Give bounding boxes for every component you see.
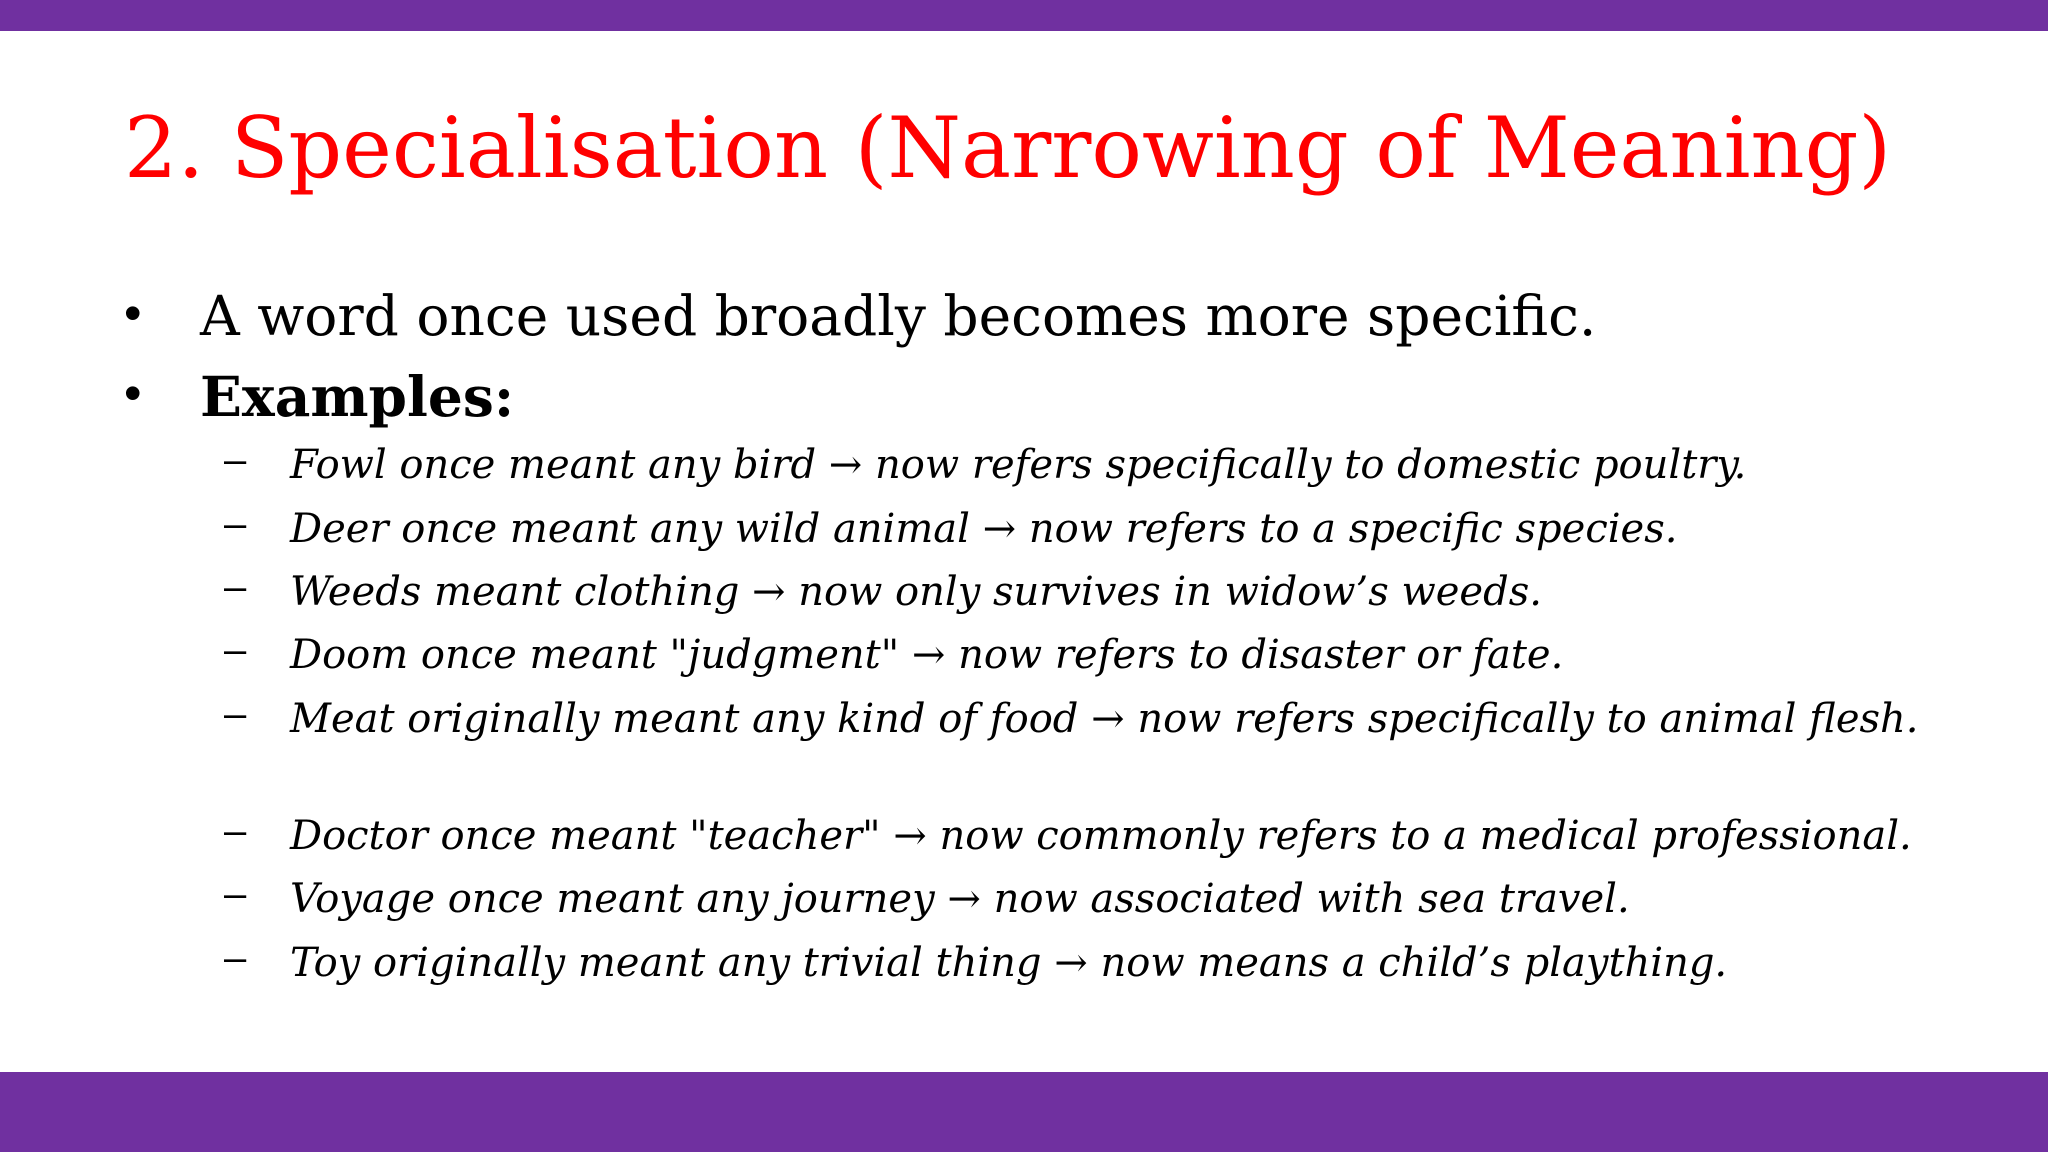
dash-icon: – <box>224 502 247 546</box>
bullet-icon: • <box>124 365 142 421</box>
bullet-text: A word once used broadly becomes more specific. <box>200 284 1597 348</box>
dash-icon: – <box>224 936 247 980</box>
example-text: Doom once meant "judgment" → now refers to disaster or fate. <box>290 632 1564 678</box>
dash-icon: – <box>224 628 247 672</box>
dash-icon: – <box>224 809 247 853</box>
slide-title: 2. Specialisation (Narrowing of Meaning) <box>124 99 1892 197</box>
example-text: Fowl once meant any bird → now refers specifically to domestic poultry. <box>290 442 1747 488</box>
example-text: Deer once meant any wild animal → now refers to a specific species. <box>290 506 1678 552</box>
example-text: Voyage once meant any journey → now associated with sea travel. <box>290 876 1630 922</box>
bottom-accent-bar <box>0 1072 2048 1152</box>
example-text: Weeds meant clothing → now only survives in widow’s weeds. <box>290 569 1542 615</box>
dash-icon: – <box>224 438 247 482</box>
dash-icon: – <box>224 565 247 609</box>
top-accent-bar <box>0 0 2048 31</box>
example-text: Toy originally meant any trivial thing → now means a child’s plaything. <box>290 940 1728 986</box>
bullet-icon: • <box>124 285 142 341</box>
example-text: Meat originally meant any kind of food → now refers specifically to animal flesh. <box>290 696 1919 742</box>
bullet-text-examples-heading: Examples: <box>200 364 515 429</box>
example-text: Doctor once meant "teacher" → now commonly refers to a medical professional. <box>290 813 1912 859</box>
dash-icon: – <box>224 692 247 736</box>
dash-icon: – <box>224 872 247 916</box>
